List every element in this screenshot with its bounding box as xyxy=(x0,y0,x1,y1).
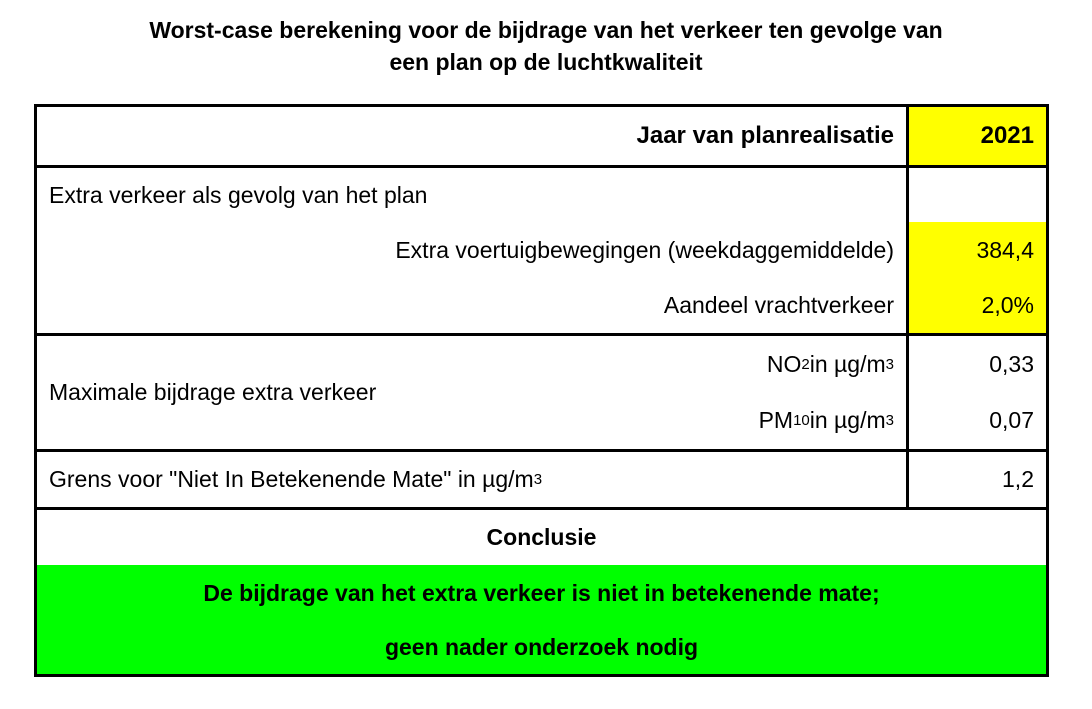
max-contribution-label: Maximale bijdrage extra verkeer xyxy=(49,379,377,405)
row-divider-1 xyxy=(37,165,1046,168)
page-title xyxy=(0,14,1092,78)
pm10-superscript: 3 xyxy=(885,412,894,429)
vehicle-movements-label: Extra voertuigbewegingen (weekdaggemiddelde) xyxy=(395,236,894,263)
spacer xyxy=(906,222,909,223)
nibm-superscript: 3 xyxy=(533,471,543,488)
no2-prefix: NO xyxy=(766,350,802,377)
row-divider-4 xyxy=(37,507,1046,510)
conclusion-line-2: geen nader onderzoek nodig xyxy=(384,634,699,660)
conclusion-box xyxy=(37,565,1046,674)
truck-share-label: Aandeel vrachtverkeer xyxy=(663,292,894,318)
pm10-label xyxy=(637,392,906,449)
no2-value: 0,33 xyxy=(989,350,1034,377)
pm10-subscript: 10 xyxy=(793,412,810,429)
pm10-prefix: PM xyxy=(758,407,794,433)
no2-label xyxy=(637,336,906,392)
no2-subscript: 2 xyxy=(801,355,810,373)
pm10-value: 0,07 xyxy=(989,407,1034,433)
nibm-label xyxy=(37,452,906,507)
extra-traffic-heading: Extra verkeer als gevolg van het plan xyxy=(49,181,428,208)
year-value: 2021 xyxy=(909,107,1046,165)
vehicle-movements-value: 384,4 xyxy=(909,222,1046,278)
no2-superscript: 3 xyxy=(885,355,894,373)
conclusion-heading: Conclusie xyxy=(486,524,597,550)
truck-share-value: 2,0% xyxy=(909,278,1046,333)
pm10-unit: in µg/m xyxy=(809,407,886,433)
row-divider-3 xyxy=(37,449,1046,452)
no2-unit: in µg/m xyxy=(809,350,886,377)
conclusion-line-1: De bijdrage van het extra verkeer is niet in betekenende mate; xyxy=(203,579,880,606)
row-divider-2 xyxy=(37,333,1046,336)
nibm-label-text: Grens voor "Niet In Betekenende Mate" in µg/m xyxy=(49,466,534,492)
calculation-table xyxy=(34,104,1049,677)
title-line-2: een plan op de luchtkwaliteit xyxy=(389,49,703,75)
title-line-1: Worst-case berekening voor de bijdrage van het verkeer ten gevolge van xyxy=(149,17,943,43)
nibm-value: 1,2 xyxy=(1002,466,1034,492)
year-label: Jaar van planrealisatie xyxy=(636,122,894,149)
